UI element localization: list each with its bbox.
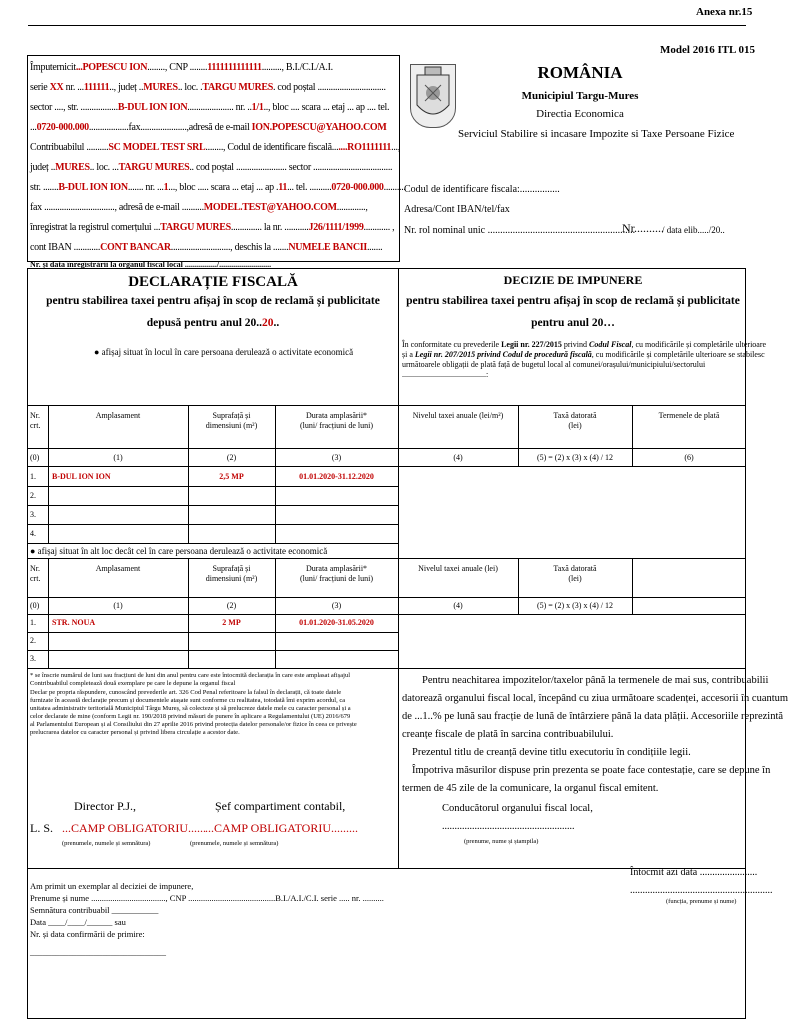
col-nr [30, 564, 40, 584]
text: depusă pentru anul 20.. [146, 317, 263, 329]
director-label: Director P.J., [74, 799, 136, 813]
prepared-date: Întocmit azi data ....................... [630, 867, 758, 878]
text: ........, CNP ........ [147, 62, 208, 73]
text: . cod poștal ............................... [273, 82, 386, 93]
text: ..................... nr. .. [187, 102, 252, 113]
code-3: (3) [331, 453, 342, 462]
text: , cu modificările și completările ulterioare se stabilesc [591, 350, 765, 359]
text: .., bloc .... scara ... etaj ... ap .... tel. [263, 102, 390, 113]
text: ..., bloc ..... scara ... etaj ... ap . [168, 182, 279, 193]
prepared-line: ......................................................... [630, 885, 773, 896]
declaration-year [30, 316, 396, 330]
phone: 0720-000.000 [36, 122, 89, 133]
text: .......... [383, 182, 406, 193]
text: Contribuabilul completează două exemplare pe care le depune la organul fiscal [30, 680, 236, 687]
text: Contribuabilul .......... [30, 142, 109, 153]
text: ............., [336, 202, 368, 213]
text: unitatea administrativ teritorială Municipiul Târgu Mureș, să colecteze și să prelucreze datele mele cu caracter personal și a [30, 705, 351, 712]
table-row: 2. [30, 491, 36, 500]
code-1: (1) [113, 453, 123, 462]
col-surface [188, 411, 275, 431]
representative-cnp: 1111111111111 [207, 62, 262, 73]
doc-number: Nr.......... [622, 221, 664, 235]
company-name: SC MODEL TEST SRL [108, 142, 206, 153]
col-tax-due [518, 564, 632, 584]
penalty-text [402, 672, 788, 798]
text: Suprafață și [212, 411, 251, 420]
surface-value: 2 MP [222, 618, 241, 627]
declaration-subtitle: pentru stabilirea taxei pentru afișaj în scop de reclamă și publicitate [46, 295, 380, 307]
email: ION.POPESCU@YAHOO.COM [251, 122, 387, 133]
text: prelucrarea datelor cu caracter personal și privind libera circulație a acestor date. [30, 729, 240, 736]
text: și a [402, 350, 413, 359]
text: Am primit un exemplar al deciziei de impunere, [30, 881, 194, 891]
director-caption: (prenumele, numele și semnătura) [62, 840, 151, 847]
receipt-section [30, 880, 396, 958]
text: .., județ .. [109, 82, 144, 93]
model-code: Model 2016 ITL 015 [660, 44, 756, 56]
text: înregistrat la registrul comerțului ... [30, 222, 161, 233]
year-value: 20 [262, 317, 274, 329]
text: crt. [30, 574, 41, 583]
issuer-caption: (prenume, nume și ștampila) [464, 838, 539, 845]
text: al Parlamentului European și al Consiliului din 27 aprilie 2016 privind protecția datelor personale/or fizice în ceea ce privește [30, 721, 357, 728]
text: Nr. [30, 564, 40, 573]
text: ..., [391, 142, 400, 153]
street-number: 1/1 [251, 102, 264, 113]
fiscal-id-field: Codul de identificare fiscala:................ [404, 184, 560, 195]
bullet-economic-location: ● afișaj situat în locul în care persoana derulează o activitate economică [94, 347, 354, 357]
company-phone: 0720-000.000 [331, 182, 384, 193]
company-apartment: 11 [278, 182, 288, 193]
text: crt. [30, 421, 41, 430]
chief-caption: (prenumele, numele și semnătura) [190, 840, 279, 847]
text: datorează organului fiscal local, începând cu ziua următoare scadenței, accesorii în cuantum [402, 693, 788, 704]
text: ....... nr. ... [127, 182, 164, 193]
text: Declar pe propria răspundere, cunoscând prevederile art. 326 Cod Penal referitoare la falsul în declarații, că toate datele [30, 689, 342, 696]
col-deadlines: Termenele de plată [658, 411, 720, 420]
text: Prezentul titlu de creanță devine titlu executoriu în condițiile legii. [412, 747, 691, 758]
text: (lei) [568, 421, 582, 430]
county: MURES [143, 82, 178, 93]
company-county: MURES [55, 162, 90, 173]
text: Taxă datorată [553, 564, 597, 573]
text: privind [563, 340, 587, 349]
text: Semnătura contribuabil ___________ [30, 905, 159, 915]
seal-label: L. S. [30, 821, 54, 835]
text: Împotriva măsurilor dispuse prin prezenta se poate face contestație, care se depune în [412, 765, 771, 776]
text: .............. la nr. ........... [230, 222, 309, 233]
doc-date: / data elib...../20.. [662, 225, 725, 235]
text: termen de 45 zile de la comunicare, la organul fiscal emitent. [402, 783, 659, 794]
direction: Directia Economica [536, 108, 624, 120]
text: ........, Codul de identificare fiscală... [205, 142, 339, 153]
text: ... tel. .......... [287, 182, 332, 193]
registry-city: TARGU MURES [160, 222, 231, 233]
text: nr. ... [65, 82, 84, 93]
street: B-DUL ION ION [117, 102, 188, 113]
duration-value: 01.01.2020-31.12.2020 [299, 472, 374, 481]
text: , cu modificările și completările ulterioare [631, 340, 767, 349]
text: (luni/ fracțiuni de luni) [299, 574, 374, 583]
id-series: XX [49, 82, 64, 93]
code-5: (5) = (2) x (3) x (4) / 12 [536, 601, 614, 610]
registration-line: Nr. și data înregistrării la organul fiscal local ................/.......................... [30, 260, 272, 269]
law-ref: Codul Fiscal [589, 340, 632, 349]
declaration-notes [30, 672, 396, 737]
table-row: 1. [30, 618, 36, 627]
law-ref: Legii nr. 207/2015 privind Codul de procedură fiscală [414, 350, 592, 359]
location-value: B-DUL ION ION [52, 472, 111, 481]
code-4: (4) [453, 453, 463, 462]
table-row: 1. [30, 472, 36, 481]
iban-field: Adresa/Cont IBAN/tel/fax [404, 204, 510, 215]
text: ............ , [363, 222, 395, 233]
text: creanțe fiscale de plată în sarcina contribuabilului. [402, 729, 614, 740]
table-row: 3. [30, 654, 36, 663]
company-email: MODEL.TEST@YAHOO.COM [203, 202, 337, 213]
country-title: ROMÂNIA [537, 63, 623, 82]
text: Suprafață și [212, 564, 251, 573]
issuer-signature-line: ..................................................... [442, 821, 575, 832]
role-number: Nr. rol nominal unic ........................................................... [404, 225, 636, 236]
text: celor declarate de mine (conform Legii nr. 190/2018 privind măsuri de punere în aplicare a Regulamentului (UE) 2016/679 [30, 713, 351, 720]
duration-value: 01.01.2020-31.05.2020 [299, 618, 374, 627]
representative-name: ...POPESCU ION [75, 62, 148, 73]
legal-basis [402, 340, 767, 380]
text: ________________________________ [30, 947, 166, 957]
text: dimensiuni (m²) [205, 421, 258, 430]
text: .. loc. ... [89, 162, 119, 173]
col-location: Amplasament [95, 411, 141, 420]
declaration-title: DECLARAȚIE FISCALĂ [128, 274, 298, 290]
code-0: (0) [30, 601, 40, 610]
text: cont IBAN ............ [30, 242, 101, 253]
text: Durata amplasării* [305, 564, 368, 573]
code-0: (0) [30, 453, 40, 462]
decision-title: DECIZIE DE IMPUNERE [503, 273, 643, 287]
text: Durata amplasării* [305, 411, 368, 420]
text: Împuternicit [30, 62, 76, 73]
location-value: STR. NOUA [52, 618, 96, 627]
service: Serviciul Stabilire si incasare Impozite si Taxe Persoane Fizice [458, 128, 735, 140]
text: serie [30, 82, 48, 93]
code-6: (6) [684, 453, 694, 462]
decision-year: pentru anul 20… [531, 317, 615, 329]
text: sector ...., str. ................. [30, 102, 118, 113]
text: ... [30, 122, 37, 133]
col-tax-level: Nivelul taxei anuale (lei) [418, 564, 498, 573]
text: Data ____/____/______ sau [30, 917, 126, 927]
text: În conformitate cu prevederile [402, 340, 500, 349]
text: ..........................., deschis la ....... [170, 242, 289, 253]
text: furnizate în această declarație precum și documentele atașate sunt conforme cu realitatea, totodată îmi exprim acordul, ca [30, 697, 346, 704]
taxpayer-details [30, 58, 406, 258]
col-tax-level: Nivelul taxei anuale (lei/m²) [412, 411, 504, 420]
text: ....... [366, 242, 383, 253]
text: Nr. [30, 411, 40, 420]
company-number: 1 [163, 182, 169, 193]
bank-account: CONT BANCAR [100, 242, 171, 253]
col-nr [30, 411, 40, 431]
coat-of-arms-icon [410, 64, 456, 128]
text: .. loc. . [177, 82, 203, 93]
director-signature: ...CAMP OBLIGATORIU...... [62, 821, 207, 835]
chief-signature: ...CAMP OBLIGATORIU......... [205, 821, 359, 835]
surface-value: 2,5 MP [219, 472, 244, 481]
bank-name: NUMELE BANCII [288, 242, 367, 253]
fiscal-code: ....RO1111111 [338, 142, 392, 153]
municipality: Municipiul Targu-Mures [521, 90, 639, 102]
text: Pentru neachitarea impozitelor/taxelor până la termenele de mai sus, contribuabilii [422, 675, 769, 686]
company-locality: TARGU MURES [118, 162, 190, 173]
col-duration [275, 411, 398, 431]
registry-number: J26/1111/1999 [308, 222, 364, 233]
text: ..........................................: [402, 370, 489, 379]
text: Taxă datorată [553, 411, 597, 420]
code-5: (5) = (2) x (3) x (4) / 12 [536, 453, 614, 462]
decision-subtitle: pentru stabilirea taxei pentru afișaj în scop de reclamă și publicitate [406, 295, 740, 307]
text: fax ................................, adresă de e-mail .......... [30, 202, 204, 213]
table-row: 3. [30, 510, 36, 519]
prepared-caption: (funcția, prenume și nume) [666, 898, 737, 905]
law-ref: Legii nr. 227/2015 [501, 340, 562, 349]
text: următoarele obligații de plată față de bugetul local al comunei/orașului/municipiului/sectorului [402, 360, 706, 369]
code-2: (2) [226, 453, 237, 462]
issuer-head: Conducătorul organului fiscal local, [442, 803, 593, 814]
chief-accountant-label: Șef compartiment contabil, [215, 799, 346, 813]
table-row: 4. [30, 529, 36, 538]
text: .. [273, 317, 280, 329]
text: Nr. și data confirmării de primire: [30, 929, 145, 939]
text: ..................fax.....................,adresă de e-mail [88, 122, 250, 133]
code-4: (4) [453, 601, 463, 610]
code-3: (3) [331, 601, 342, 610]
text: .. cod poștal ....................... sector .................................... [189, 162, 393, 173]
code-2: (2) [226, 601, 237, 610]
text: (luni/ fracțiuni de luni) [299, 421, 374, 430]
id-number: 111111 [83, 82, 110, 93]
col-duration [275, 564, 398, 584]
table-row: 2. [30, 636, 36, 645]
text: județ .. [30, 162, 56, 173]
col-surface [188, 564, 275, 584]
code-1: (1) [113, 601, 123, 610]
text: str. ....... [30, 182, 59, 193]
annex-number: Anexa nr.15 [696, 6, 753, 18]
text: Prenume și nume ..................................., CNP .........................................B.I./A.I./C.I. serie ..... nr. .......... [30, 893, 384, 903]
text: (lei) [568, 574, 582, 583]
company-street: B-DUL ION ION [58, 182, 128, 193]
col-tax-due [518, 411, 632, 431]
text: dimensiuni (m²) [205, 574, 258, 583]
bullet-other-location: ● afișaj situat în alt loc decât cel în care persoana derulează o activitate economică [30, 546, 328, 556]
text: * se înscrie numărul de luni sau fracțiuni de luni din anul pentru care este întocmită declarația în care este amplasat afișajul [30, 672, 351, 679]
text: ........., B.I./C.I./A.I. [261, 62, 333, 73]
col-location: Amplasament [95, 564, 141, 573]
text: de ...1..% pe lună sau fracție de lună de întârziere până la data plății. Accesoriile reprezintă [402, 711, 784, 722]
locality: TARGU MURES [202, 82, 274, 93]
